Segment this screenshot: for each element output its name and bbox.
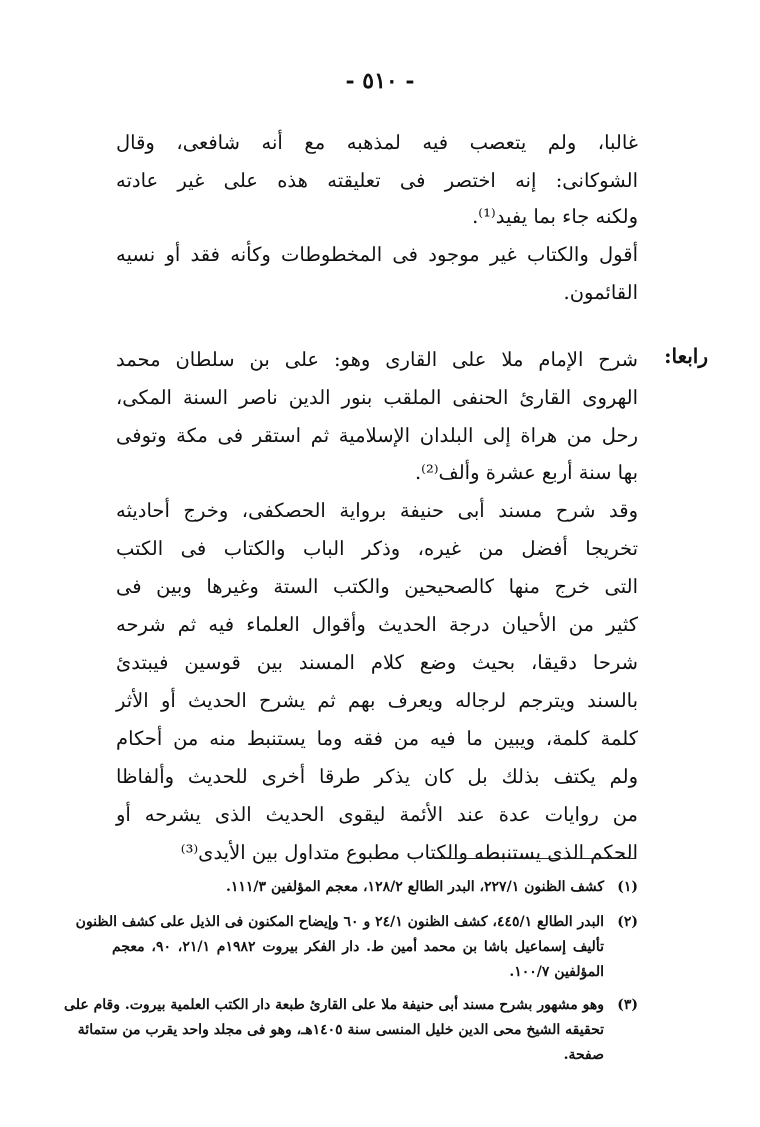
body-line: التى خرج منها كالصحيحين والكتب الستة وغيرها وبين فى xyxy=(116,575,638,598)
footnote-line: البدر الطالع ٤٤٥/١، كشف الظنون ٢٤/١ و ٦٠ وإيضاح المكنون فى الذيل على كشف الظنون xyxy=(75,914,604,930)
body-line: ولكنه جاء بما يفيد⁽¹⁾. xyxy=(472,205,638,228)
footnote-line: صفحة. xyxy=(563,1047,604,1063)
body-line: بها سنة أربع عشرة وألف⁽²⁾. xyxy=(414,461,638,484)
body-line: كلمة كلمة، ويبين ما فيه من فقه وما يستنبط منه من أحكام xyxy=(116,727,638,750)
footnote-separator xyxy=(440,858,636,859)
body-line: أقول والكتاب غير موجود فى المخطوطات وكأنه فقد أو نسيه xyxy=(116,243,638,266)
body-line: كثير من الأحيان درجة الحديث وأقوال العلماء فيه ثم شرحه xyxy=(116,613,638,636)
footnote-number: (٣) xyxy=(617,997,638,1013)
footnote-number: (١) xyxy=(617,879,638,895)
footnote-line: تأليف إسماعيل باشا بن محمد أمين ط. دار الفكر بيروت ١٩٨٢م ٢١/١، ٩٠، معجم xyxy=(112,939,604,955)
footnote-line: كشف الظنون ٢٢٧/١، البدر الطالع ١٢٨/٢، معجم المؤلفين ١١١/٣. xyxy=(226,879,604,895)
footnote-number: (٢) xyxy=(617,914,638,930)
section-label: رابعا: xyxy=(664,344,708,368)
body-line: شرح الإمام ملا على القارى وهو: على بن سلطان محمد xyxy=(116,348,638,371)
body-line: بالسند ويترجم لرجاله ويعرف بهم ثم يشرح الحديث أو الأثر xyxy=(116,689,638,712)
footnote-line: المؤلفين ١٠٠/٧. xyxy=(509,964,604,980)
body-line: الشوكانى: إنه اختصر فى تعليقته هذه على غير عادته xyxy=(116,169,638,192)
body-line: وقد شرح مسند أبى حنيفة برواية الحصكفى، وخرج أحاديثه xyxy=(116,499,638,522)
body-line: ولم يكتف بذلك بل كان يذكر طرقا أخرى للحديث وألفاظا xyxy=(116,765,638,788)
body-line: تخريجا أفضل من غيره، وذكر الباب والكتاب فى الكتب xyxy=(116,537,638,560)
body-line: من روايات عدة عند الأئمة ليقوى الحديث الذى يشرحه أو xyxy=(116,803,638,826)
body-line: الحكم الذى يستنبطه والكتاب مطبوع متداول بين الأيدى⁽³⁾ xyxy=(180,841,638,864)
body-line: غالبا، ولم يتعصب فيه لمذهبه مع أنه شافعى، وقال xyxy=(116,131,638,154)
page-number: - ٥١٠ - xyxy=(345,68,415,94)
body-line: الهروى القارئ الحنفى الملقب بنور الدين ناصر السنة المكى، xyxy=(116,386,638,409)
footnote-line: وهو مشهور بشرح مسند أبى حنيفة ملا على القارئ طبعة دار الكتب العلمية بيروت. وقام على xyxy=(64,997,604,1013)
body-line: القائمون. xyxy=(563,281,638,304)
body-line: رحل من هراة إلى البلدان الإسلامية ثم استقر فى مكة وتوفى xyxy=(116,424,638,447)
footnote-line: تحقيقه الشيخ محى الدين خليل المنسى سنة ١٤٠٥هـ، وهو فى مجلد واحد يقرب من ستمائة xyxy=(77,1022,604,1038)
body-line: شرحا دقيقا، بحيث وضع كلام المسند بين قوسين فيبتدئ xyxy=(116,651,638,674)
